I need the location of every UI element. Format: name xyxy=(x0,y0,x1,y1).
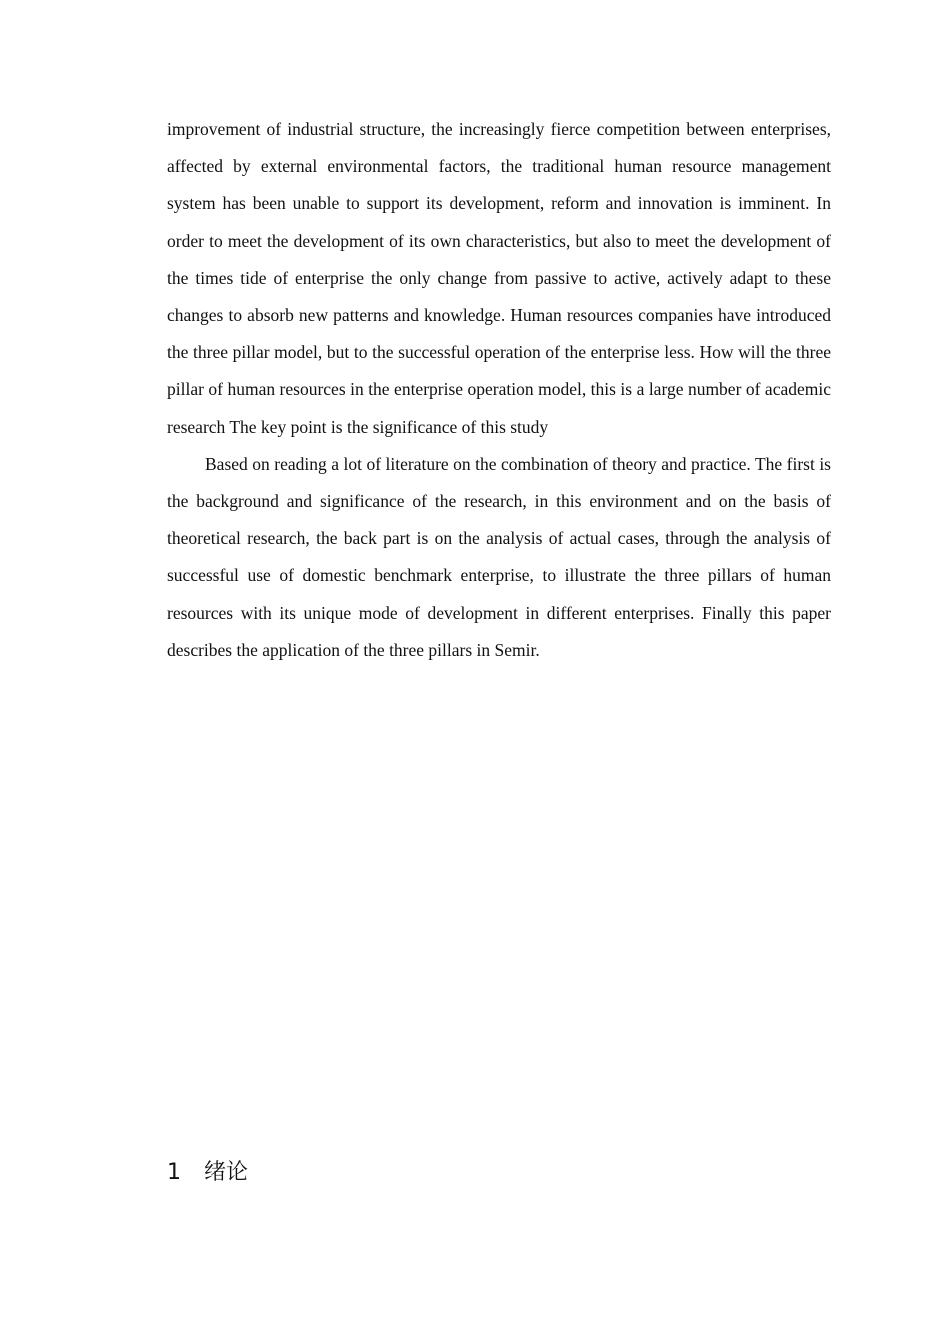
section-heading xyxy=(167,1156,248,1190)
section-title: 绪论 xyxy=(204,1160,249,1185)
body-text xyxy=(167,111,831,669)
section-number: 1 xyxy=(167,1160,181,1185)
paragraph-continuation: improvement of industrial structure, the increasingly fierce competition between enterprises, affected by external environmental factors, the traditional human resource management system has been unable to support its development, reform and innovation is imminent. In order to meet the development of its own characteristics, but also to meet the development of the times tide of enterprise the only change from passive to active, actively adapt to these changes to absorb new patterns and knowledge. Human resources companies have introduced the three pillar model, but to the successful operation of the enterprise less. How will the three pillar of human resources in the enterprise operation model, this is a large number of academic research The key point is the significance of this study xyxy=(167,119,831,437)
paragraph-methodology: Based on reading a lot of literature on the combination of theory and practice. The first is the background and significance of the research, in this environment and on the basis of theoretical research, the back part is on the analysis of actual cases, through the analysis of successful use of domestic benchmark enterprise, to illustrate the three pillars of human resources with its unique mode of development in different enterprises. Finally this paper describes the application of the three pillars in Semir. xyxy=(167,453,831,660)
